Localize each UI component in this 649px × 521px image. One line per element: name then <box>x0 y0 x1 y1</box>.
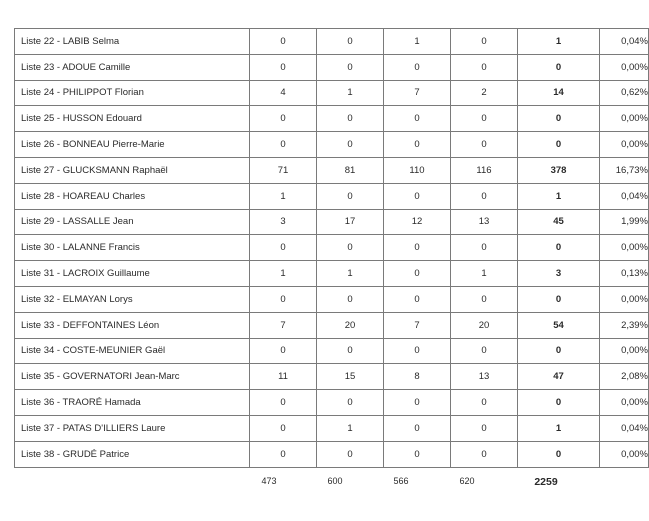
votes-column-3: 1 <box>384 29 451 55</box>
votes-column-2: 0 <box>317 106 384 132</box>
total-column-3: 566 <box>393 476 409 486</box>
votes-column-4: 116 <box>451 157 518 183</box>
votes-column-2: 0 <box>317 441 384 467</box>
votes-column-1: 0 <box>250 286 317 312</box>
votes-column-3: 0 <box>384 183 451 209</box>
table-row <box>15 312 649 338</box>
table-row <box>15 132 649 158</box>
vote-percentage: 0,04% <box>600 415 649 441</box>
votes-column-2: 81 <box>317 157 384 183</box>
votes-column-3: 110 <box>384 157 451 183</box>
table-row <box>15 415 649 441</box>
results-table <box>14 28 649 468</box>
totals-row <box>0 476 641 492</box>
vote-percentage: 0,00% <box>600 390 649 416</box>
candidate-name: Liste 34 - COSTE-MEUNIER Gaël <box>15 338 250 364</box>
candidate-name: Liste 26 - BONNEAU Pierre-Marie <box>15 132 250 158</box>
table-row <box>15 209 649 235</box>
table-row <box>15 338 649 364</box>
candidate-name: Liste 29 - LASSALLE Jean <box>15 209 250 235</box>
vote-percentage: 1,99% <box>600 209 649 235</box>
votes-column-4: 0 <box>451 441 518 467</box>
votes-column-3: 0 <box>384 441 451 467</box>
vote-percentage: 0,04% <box>600 29 649 55</box>
candidate-name: Liste 28 - HOAREAU Charles <box>15 183 250 209</box>
votes-column-3: 0 <box>384 235 451 261</box>
vote-percentage: 0,00% <box>600 235 649 261</box>
votes-column-2: 0 <box>317 29 384 55</box>
table-row <box>15 157 649 183</box>
total-votes: 45 <box>518 209 600 235</box>
table-row <box>15 261 649 287</box>
vote-percentage: 0,00% <box>600 106 649 132</box>
votes-column-3: 12 <box>384 209 451 235</box>
total-column-2: 600 <box>327 476 343 486</box>
total-votes: 1 <box>518 183 600 209</box>
votes-column-4: 0 <box>451 338 518 364</box>
votes-column-1: 1 <box>250 261 317 287</box>
votes-column-4: 20 <box>451 312 518 338</box>
candidate-name: Liste 32 - ELMAYAN Lorys <box>15 286 250 312</box>
candidate-name: Liste 23 - ADOUE Camille <box>15 54 250 80</box>
vote-percentage: 0,00% <box>600 132 649 158</box>
votes-column-2: 15 <box>317 364 384 390</box>
votes-column-2: 0 <box>317 390 384 416</box>
votes-column-2: 20 <box>317 312 384 338</box>
total-votes: 378 <box>518 157 600 183</box>
votes-column-1: 11 <box>250 364 317 390</box>
grand-total: 2259 <box>534 476 558 488</box>
total-column-1: 473 <box>261 476 277 486</box>
votes-column-3: 0 <box>384 54 451 80</box>
votes-column-4: 0 <box>451 390 518 416</box>
votes-column-1: 0 <box>250 415 317 441</box>
total-votes: 1 <box>518 29 600 55</box>
votes-column-1: 3 <box>250 209 317 235</box>
votes-column-2: 17 <box>317 209 384 235</box>
votes-column-3: 0 <box>384 106 451 132</box>
votes-column-4: 0 <box>451 132 518 158</box>
candidate-name: Liste 27 - GLUCKSMANN Raphaël <box>15 157 250 183</box>
votes-column-2: 1 <box>317 261 384 287</box>
vote-percentage: 0,00% <box>600 54 649 80</box>
votes-column-3: 0 <box>384 286 451 312</box>
total-votes: 0 <box>518 338 600 364</box>
total-votes: 0 <box>518 132 600 158</box>
table-row <box>15 390 649 416</box>
votes-column-2: 0 <box>317 235 384 261</box>
candidate-name: Liste 35 - GOVERNATORI Jean-Marc <box>15 364 250 390</box>
votes-column-1: 1 <box>250 183 317 209</box>
total-votes: 0 <box>518 106 600 132</box>
candidate-name: Liste 33 - DEFFONTAINES Léon <box>15 312 250 338</box>
candidate-name: Liste 36 - TRAORÉ Hamada <box>15 390 250 416</box>
votes-column-3: 0 <box>384 261 451 287</box>
votes-column-2: 0 <box>317 132 384 158</box>
votes-column-4: 1 <box>451 261 518 287</box>
votes-column-3: 8 <box>384 364 451 390</box>
votes-column-2: 0 <box>317 338 384 364</box>
table-row <box>15 235 649 261</box>
table-row <box>15 54 649 80</box>
votes-column-1: 0 <box>250 29 317 55</box>
votes-column-4: 0 <box>451 286 518 312</box>
votes-column-3: 0 <box>384 390 451 416</box>
votes-column-1: 0 <box>250 390 317 416</box>
votes-column-4: 0 <box>451 29 518 55</box>
total-votes: 0 <box>518 235 600 261</box>
total-votes: 47 <box>518 364 600 390</box>
total-votes: 0 <box>518 286 600 312</box>
votes-column-4: 0 <box>451 183 518 209</box>
candidate-name: Liste 31 - LACROIX Guillaume <box>15 261 250 287</box>
votes-column-4: 0 <box>451 235 518 261</box>
candidate-name: Liste 25 - HUSSON Edouard <box>15 106 250 132</box>
total-votes: 0 <box>518 441 600 467</box>
votes-column-2: 1 <box>317 415 384 441</box>
total-votes: 54 <box>518 312 600 338</box>
vote-percentage: 0,04% <box>600 183 649 209</box>
vote-percentage: 0,00% <box>600 441 649 467</box>
votes-column-4: 13 <box>451 209 518 235</box>
votes-column-1: 0 <box>250 54 317 80</box>
votes-column-3: 0 <box>384 415 451 441</box>
votes-column-3: 7 <box>384 312 451 338</box>
votes-column-2: 0 <box>317 286 384 312</box>
candidate-name: Liste 24 - PHILIPPOT Florian <box>15 80 250 106</box>
total-votes: 0 <box>518 54 600 80</box>
results-table-body <box>15 29 649 468</box>
votes-column-4: 0 <box>451 54 518 80</box>
votes-column-1: 0 <box>250 338 317 364</box>
votes-column-2: 0 <box>317 183 384 209</box>
total-votes: 0 <box>518 390 600 416</box>
candidate-name: Liste 22 - LABIB Selma <box>15 29 250 55</box>
table-row <box>15 80 649 106</box>
vote-percentage: 0,00% <box>600 286 649 312</box>
votes-column-2: 1 <box>317 80 384 106</box>
votes-column-4: 0 <box>451 415 518 441</box>
votes-column-3: 7 <box>384 80 451 106</box>
table-row <box>15 183 649 209</box>
vote-percentage: 2,39% <box>600 312 649 338</box>
total-votes: 14 <box>518 80 600 106</box>
votes-column-1: 0 <box>250 132 317 158</box>
votes-column-1: 4 <box>250 80 317 106</box>
table-row <box>15 364 649 390</box>
votes-column-4: 0 <box>451 106 518 132</box>
votes-column-1: 0 <box>250 441 317 467</box>
table-row <box>15 286 649 312</box>
total-votes: 3 <box>518 261 600 287</box>
votes-column-1: 71 <box>250 157 317 183</box>
total-votes: 1 <box>518 415 600 441</box>
table-row <box>15 441 649 467</box>
votes-column-2: 0 <box>317 54 384 80</box>
votes-column-1: 0 <box>250 235 317 261</box>
votes-column-1: 7 <box>250 312 317 338</box>
candidate-name: Liste 37 - PATAS D'ILLIERS Laure <box>15 415 250 441</box>
table-row <box>15 106 649 132</box>
table-row <box>15 29 649 55</box>
results-sheet <box>14 28 648 468</box>
candidate-name: Liste 38 - GRUDÉ Patrice <box>15 441 250 467</box>
vote-percentage: 0,62% <box>600 80 649 106</box>
votes-column-4: 2 <box>451 80 518 106</box>
votes-column-4: 13 <box>451 364 518 390</box>
vote-percentage: 2,08% <box>600 364 649 390</box>
votes-column-3: 0 <box>384 132 451 158</box>
vote-percentage: 16,73% <box>600 157 649 183</box>
candidate-name: Liste 30 - LALANNE Francis <box>15 235 250 261</box>
vote-percentage: 0,13% <box>600 261 649 287</box>
vote-percentage: 0,00% <box>600 338 649 364</box>
total-column-4: 620 <box>459 476 475 486</box>
votes-column-1: 0 <box>250 106 317 132</box>
votes-column-3: 0 <box>384 338 451 364</box>
